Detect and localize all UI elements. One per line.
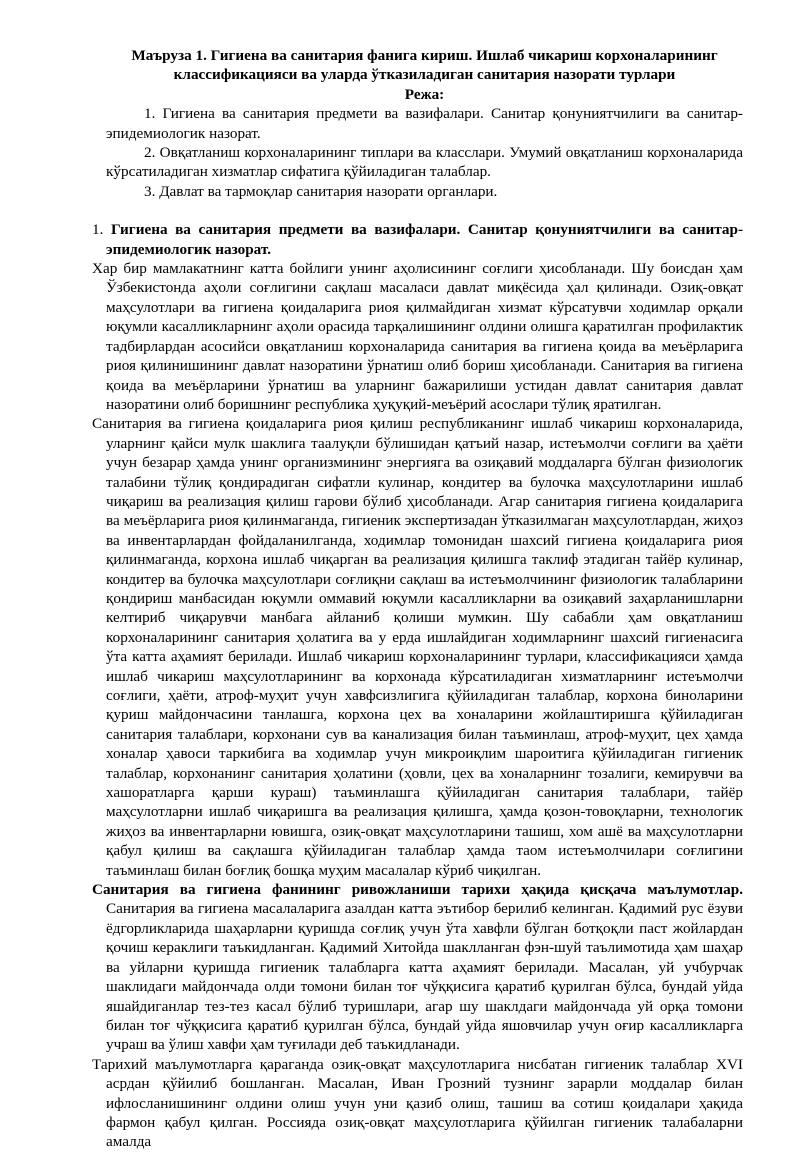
history-block (92, 880, 743, 1055)
section1-heading-text: Гигиена ва санитария предмети ва вазифалари. Санитар қонуниятчилиги ва санитар-эпидемиологик назорат. (106, 221, 744, 258)
history-paragraph: Санитария ва гигиена масалаларига азалдан катта эътибор берилиб келинган. Қадимий рус ёзуви ёдгорликларида шаҳарларни қуришда соғлиқ учун ўта хавфли бўлган ботқоқли паст жойлардан қочиш кераклиги таъкидланган. Қадимий Хитойда шаклланган фэн-шуй таълимотида ҳам шаҳар ва уйларни қуришда гигиеник талабларга катта аҳамият берилади. Масалан, уй учбурчак шаклидаги майдончада олди томони билан тоғ чўққисига қаратиб қурилган бўлса, бундай уйда яшайдиганлар тез-тез касал бўлиб туришлари, агар шу шаклдаги майдончада уй орқа томони билан тоғ чўққисига қаратиб қурилган бўлса, бундай уйда яшовчилар учун оғир касалликларга учраш ва ўлиш хавфи ҳам туғилади деб таъкидланади. (106, 900, 743, 1054)
blank-line (106, 201, 743, 220)
paragraph-2: Санитария ва гигиена қоидаларига риоя қилиш республиканинг ишлаб чикариш корхоналарида, уларнинг қайси мулк шаклига таалуқли бўлишидан қатъий назар, истеъмолчи соғлиги ва ҳаёти учун безарар ҳамда унинг организмининг энергияга ва озиқавий моддаларга бўлган физиологик талабини тўлиқ қондирадиган сифатли кулинар, кондитер ва булочка маҳсулотларини ишлаб чиқариш ва реализация қилиш гарови бўлиб ҳисобланади. Агар санитария гигиена қоидаларига ва меъёрларига риоя қилинмаганда, гигиеник экспертизадан ўтказилмаган маҳсулотлардан, жиҳоз ва инвентарлардан фойдаланилганда, ходимлар томонидан шахсий гигиена қоидаларига риоя қилинмаганда, корхона ишлаб чиқарган ва реализация қилишга таклиф этадиган тайёр кулинар, кондитер ва булочка маҳсулотлари соғлиқни сақлаш ва истеъмолчининг физиологик талабларини қондириш манбасидан юқумли оммавий юқумли касалликларни ва озиқавий заҳарланишларни келтириб чиқарувчи манбага айланиб қолиши мумкин. Шу сабабли ҳам овқатланиш корхоналарининг санитария ҳолатига ва у ерда ишлайдиган ходимларнинг шахсий гигиенасига ўта катта аҳамият берилади. Ишлаб чикариш корхоналарининг турлари, классификацияси ҳамда ишлаб чикариш маҳсулотларининг ва корхонада кўрсатиладиган хизматларнинг истеъмолчи соғлиги, ҳаёти, атроф-муҳит учун хавфсизлигига қўйиладиган талаблар, корхона биноларини қуриш майдончасини танлашга, корхона цех ва хоналарини жойлаштиришга қўйиладиган санитария талаблари, корхонани сув ва канализация билан таъминлаш, атроф-муҳит, цех ҳамда хоналар ҳавоси таркибига ва ходимлар учун микроиқлим шароитига қўйиладиган гигиеник талаблар, корхонанинг санитария ҳолатини (ҳовли, цех ва хоналарнинг тозалиги, кемирувчи ва хашоратларга қарши кураш) таъминлашга қўйиладиган санитария талаблари, тайёр маҳсулотларни ишлаб чиқаришга ва реализация қилишга, ҳамда қозон-товоқларни, технологик жиҳоз ва инвентарларни ювишга, озиқ-овқат маҳсулотларини ташиш, хом ашё ва маҳсулотларни қабул қилиш ва сақлашга қўйиладиган талаблар ҳамда таом истеъмолчилари соғлигини таъминлаш билан боғлиқ бошқа муҳим масалалар кўриб чиқилган. (92, 415, 743, 879)
lecture-title-line2: классификацияси ва уларда ўтказиладиган санитария назорати турлари (173, 66, 676, 84)
paragraph-1: Хар бир мамлакатнинг катта бойлиги унинг аҳолисининг соғлиги ҳисобланади. Шу боисдан ҳам Ўзбекистонда аҳоли соғлигини сақлаш масаласи давлат миқёсида ҳал қилинади. Озиқ-овқат маҳсулотлари ва гигиена қоидаларига риоя қилмайдиган хизмат кўрсатувчи ходимлар орқали юқумли касалликларнинг аҳоли орасида тарқалишининг олдини олишга қаратилган профилактик тадбирлардан асосийси овқатланиш корхоналарида санитария ва гигиена қоида ва меъёрларига риоя қилинишининг давлат назоратини ўрнатиш олиб бориш ҳисобланади. Санитария ва гигиена қоида ва меъёрларини ўрнатиш ва уларнинг бажарилиши устидан давлат санитария давлат назоратини олиб боришнинг республика ҳуқуқий-меъёрий асослари тўлиқ яратилган. (92, 260, 743, 413)
plan-item-1: 1. Гигиена ва санитария предмети ва вазифалари. Санитар қонуниятчилиги ва санитар-эпидемиологик назорат. (106, 105, 743, 142)
plan-item-3: 3. Давлат ва тармоқлар санитария назорати органлари. (144, 182, 498, 200)
section1-heading (92, 220, 744, 259)
section1-number: 1. (92, 221, 104, 239)
document-page (92, 46, 744, 1152)
plan-heading: Режа: (404, 85, 445, 103)
lecture-title-line1: Маъруза 1. Гигиена ва санитария фанига кириш. Ишлаб чикариш корхоналарининг (131, 47, 718, 64)
paragraph-last: Тарихий маълумотларга қараганда озиқ-овқат маҳсулотларига нисбатан гигиеник талаблар XVI асрдан қўйилиб бошланган. Масалан, Иван Грозний тузнинг зарарли моддалар билан ифлосланишининг олдини олиш учун уни қазиб олиш, ташиш ва сотиш қоидалари ҳақида фармон қабул қилган. Россияда озиқ-овқат маҳсулотларига қўйилган гигиеник талабаларни амалда (92, 1055, 743, 1151)
history-heading: Санитария ва гигиена фанининг ривожланиши тарихи ҳақида қисқача маълумотлар. (92, 881, 743, 899)
plan-item-2: 2. Овқатланиш корхоналарининг типлари ва класслари. Умумий овқатланиш корхоналарида кўрсатиладиган хизматлар сифатига қўйиладиган талаблар. (106, 144, 743, 181)
